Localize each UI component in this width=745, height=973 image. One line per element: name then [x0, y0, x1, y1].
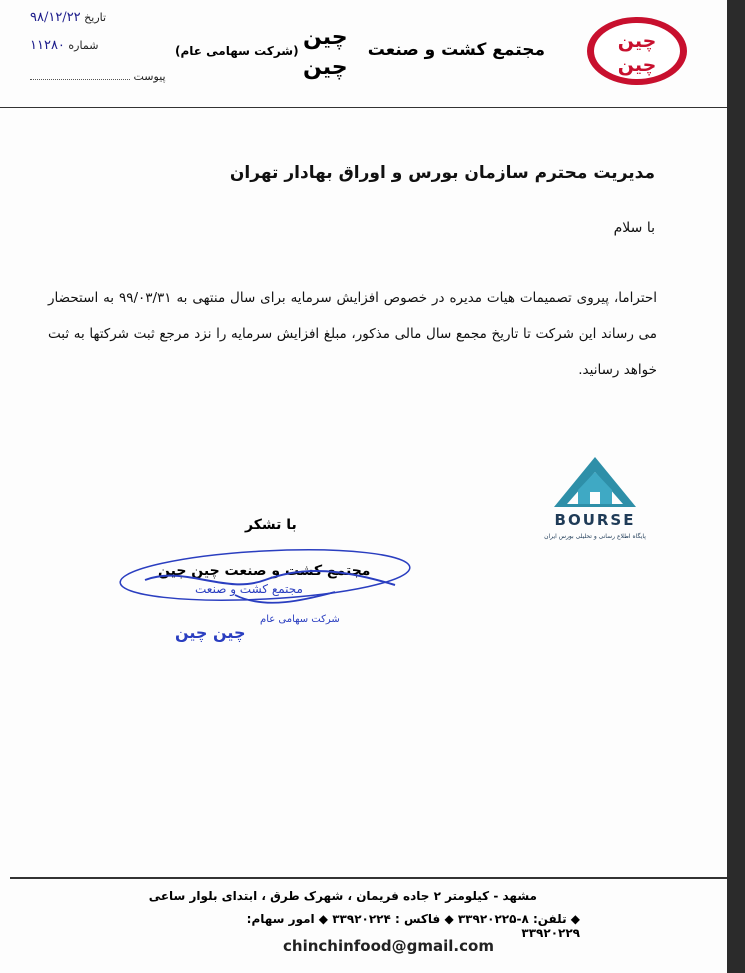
company-brand-bottom: چین [303, 55, 348, 80]
company-brand-top: چین [303, 25, 348, 50]
date-value: ۹۸/۱۲/۲۲ [30, 10, 81, 25]
date-row [30, 10, 106, 25]
attachment-row [30, 70, 166, 83]
date-label: تاریخ [84, 11, 107, 24]
logo-text-bottom: چین [617, 54, 657, 76]
header-divider [0, 107, 727, 108]
number-label: شماره [68, 39, 99, 52]
company-heading [175, 20, 545, 85]
number-value: ۱۱۲۸۰ [30, 38, 65, 53]
footer-phones: ◆ تلفن: ۸-۳۳۹۲۰۲۲۵ ◆ فاکس : ۳۳۹۲۰۲۲۴ ◆ امور سهام: ۳۳۹۲۰۲۲۹ [246, 912, 580, 940]
company-logo [585, 15, 690, 87]
signature-stamp [115, 540, 415, 650]
company-type: (شرکت سهامی عام) [175, 44, 299, 58]
footer-address: مشهد - کیلومتر ۲ جاده فریمان ، شهرک طرق ، ابتدای بلوار ساعی [148, 889, 537, 903]
logo-text-top: چین [617, 30, 657, 52]
stamp-line2: شرکت سهامی عام [260, 614, 340, 625]
closing: با تشکر [245, 517, 297, 533]
attachment-label: پیوست [133, 70, 166, 83]
footer-email[interactable]: chinchinfood@gmail.com [283, 937, 494, 955]
stamp-line3: چین چین [175, 623, 246, 642]
addressee: مدیریت محترم سازمان بورس و اوراق بهادار تهران [229, 163, 655, 183]
letter-body: احتراما، پیروی تصمیمات هیات مدیره در خصوص افزایش سرمایه برای سال منتهی به ۹۹/۰۳/۳۱ به استحضار می رساند این شرکت تا تاریخ مجمع سال مالی مذکور، مبلغ افزایش سرمایه را نزد مرجع ثبت شرکتها به ثبت خواهد رسانید. [48, 290, 657, 378]
stamp-line1: مجتمع کشت و صنعت [195, 582, 303, 596]
greeting: با سلام [613, 220, 655, 236]
number-row [30, 38, 98, 53]
bourse-brand: BOURSE [554, 511, 636, 529]
bourse-watermark [538, 452, 653, 547]
signatory: مجتمع کشت و صنعت چین چین [158, 563, 371, 579]
footer-divider [10, 877, 727, 879]
bourse-tagline: پایگاه اطلاع رسانی و تحلیلی بورس ایران [544, 533, 646, 540]
company-name: مجتمع کشت و صنعت [367, 40, 545, 60]
